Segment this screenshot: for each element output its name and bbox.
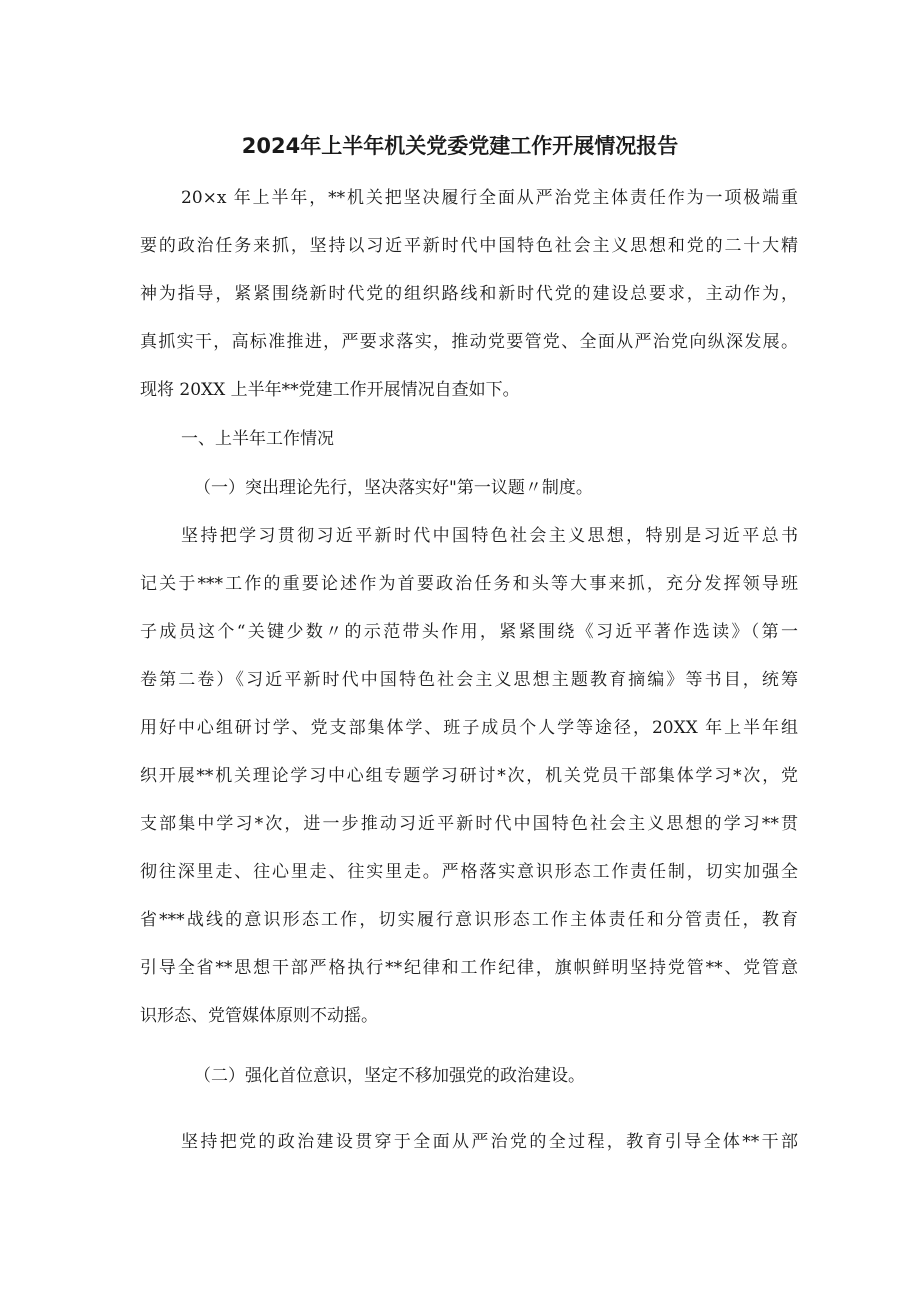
sub1-line-1: 坚持把学习贯彻习近平新时代中国特色社会主义思想，特别是习近平总书: [181, 526, 798, 546]
sub2-line-1: 坚持把党的政治建设贯穿于全面从严治党的全过程，教育引导全体**干部: [181, 1132, 798, 1152]
intro-line-4: 真抓实干，高标准推进，严要求落实，推动党要管党、全面从严治党向纵深发展。: [140, 332, 798, 352]
intro-line-2: 要的政治任务来抓，坚持以习近平新时代中国特色社会主义思想和党的二十大精: [140, 236, 798, 256]
intro-line-1: 20×x 年上半年，**机关把坚决履行全面从严治党主体责任作为一项极端重: [181, 188, 798, 208]
sub1-line-3: 子成员这个“关键少数〃的示范带头作用，紧紧围绕《习近平著作选读》（第一: [140, 622, 798, 642]
section-heading-1: 一、上半年工作情况: [181, 429, 334, 449]
sub1-line-2: 记关于***工作的重要论述作为首要政治任务和头等大事来抓，充分发挥领导班: [140, 574, 798, 594]
sub1-line-7: 支部集中学习*次，进一步推动习近平新时代中国特色社会主义思想的学习**贯: [140, 814, 798, 834]
document-title: 2024年上半年机关党委党建工作开展情况报告: [241, 134, 679, 158]
sub1-line-11: 识形态、党管媒体原则不动摇。: [140, 1006, 378, 1026]
intro-line-3: 神为指导，紧紧围绕新时代党的组织路线和新时代党的建设总要求，主动作为，: [140, 284, 798, 304]
sub1-line-8: 彻往深里走、往心里走、往实里走。严格落实意识形态工作责任制，切实加强全: [140, 862, 798, 882]
sub1-line-5: 用好中心组研讨学、党支部集体学、班子成员个人学等途径，20XX 年上半年组: [140, 718, 798, 738]
sub1-line-10: 引导全省**思想干部严格执行**纪律和工作纪律，旗帜鲜明坚持党管**、党管意: [140, 958, 798, 978]
subsection-heading-1: （一）突出理论先行，坚决落实好"第一议题〃制度。: [194, 478, 593, 498]
intro-line-5: 现将 20XX 上半年**党建工作开展情况自查如下。: [140, 380, 520, 400]
sub1-line-9: 省***战线的意识形态工作，切实履行意识形态工作主体责任和分管责任，教育: [140, 910, 798, 930]
subsection-heading-2: （二）强化首位意识，坚定不移加强党的政治建设。: [194, 1066, 585, 1086]
sub1-line-4: 卷第二卷）《习近平新时代中国特色社会主义思想主题教育摘编》等书目，统筹: [140, 670, 798, 690]
sub1-line-6: 织开展**机关理论学习中心组专题学习研讨*次，机关党员干部集体学习*次，党: [140, 766, 798, 786]
